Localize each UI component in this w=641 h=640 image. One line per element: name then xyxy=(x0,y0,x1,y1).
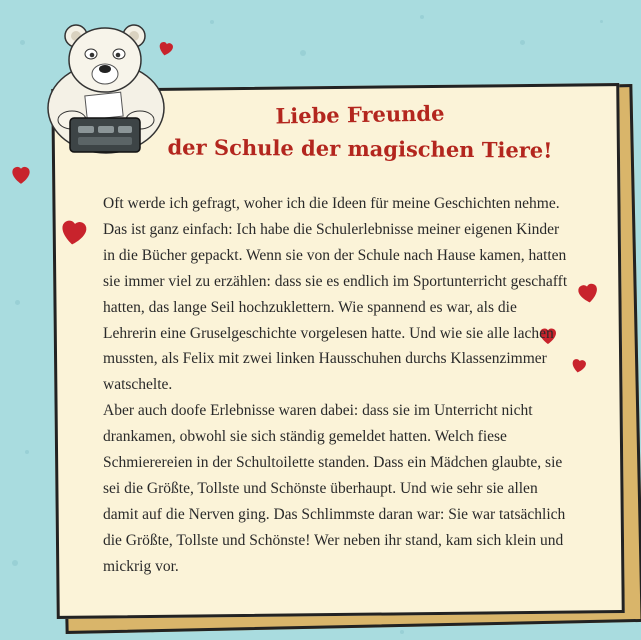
letter-body xyxy=(103,191,573,580)
letter-heading xyxy=(150,98,570,166)
paragraph: Oft werde ich gefragt, woher ich die Ideen für meine Geschichten nehme. Das ist ganz einfach: Ich habe die Schulerlebnisse meiner eigenen Kinder in die Bücher gepackt. Wenn sie von der Schule nach Hause kamen, hatten sie immer viel zu erzählen: dass sie es endlich im Sportunterricht geschafft hatten, das lange Seil hochzuklettern. Wie spannend es war, als die Lehrerin eine Gruselgeschichte vorgelesen hatte. Und wie sie alle lachen mussten, als Felix mit zwei linken Hausschuhen durchs Klassenzimmer watschelte. xyxy=(103,195,568,394)
heart-icon xyxy=(156,38,176,58)
heart-icon xyxy=(574,278,602,306)
heart-icon xyxy=(8,160,34,188)
heading-line-2: der Schule der magischen Tiere! xyxy=(167,134,553,163)
paragraph: Aber auch doofe Erlebnisse waren dabei: dass sie im Unterricht nicht drankamen, obwohl sie sich ständig gemeldet hatten. Welch fiese Schmierereien in der Schultoilette standen. Dass ein Mädchen glaubte, sie sei die Größte, Tollste und Schönste überhaupt. Und wie sehr sie allen damit auf die Nerven ging. Das Schlimmste daran war: Sie war tatsächlich die Größte, Tollste und Schönste! Wer neben ihr stand, kam sich klein und mickrig vor. xyxy=(103,402,566,575)
heart-icon xyxy=(56,212,92,250)
heading-line-1: Liebe Freunde xyxy=(275,100,445,129)
